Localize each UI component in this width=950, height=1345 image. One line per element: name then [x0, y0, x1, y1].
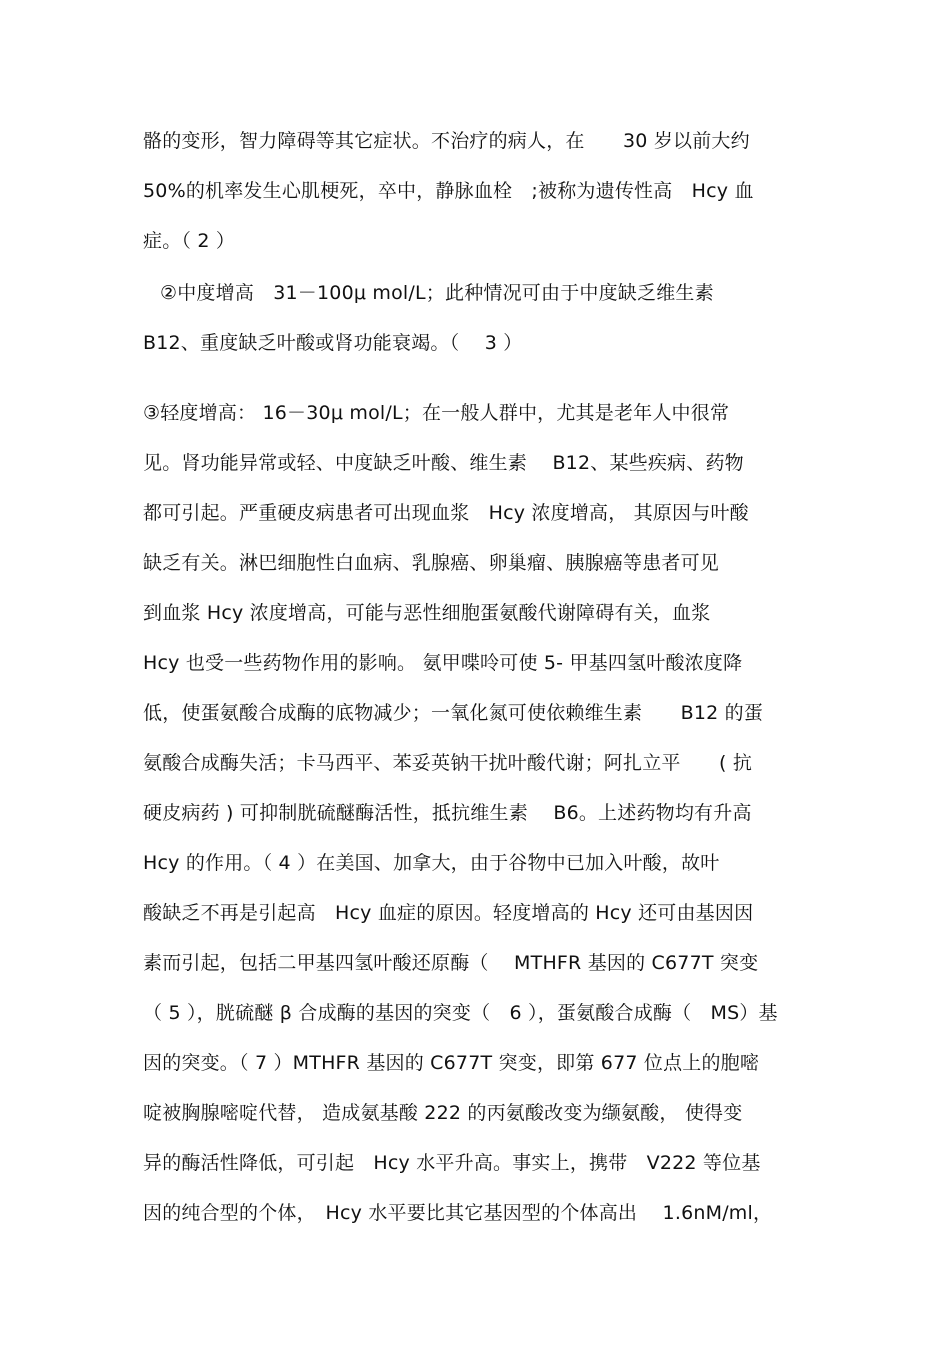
- text-line-21: 异的酶活性降低，可引起 Hcy 水平升高。事实上，携带 V222 等位基: [143, 1152, 761, 1174]
- text-line-5: B12、重度缺乏叶酸或肾功能衰竭。（ 3 ）: [143, 332, 523, 354]
- text-line-9: 缺乏有关。淋巴细胞性白血病、乳腺癌、卵巢瘤、胰腺癌等患者可见: [143, 552, 720, 574]
- text-line-19: 因的突变。（ 7 ）MTHFR 基因的 C677T 突变，即第 677 位点上的胞嘧: [143, 1052, 760, 1074]
- text-line-13: 氨酸合成酶失活；卡马西平、苯妥英钠干扰叶酸代谢；阿扎立平 ( 抗: [143, 752, 753, 774]
- text-line-17: 素而引起，包括二甲基四氢叶酸还原酶（ MTHFR 基因的 C677T 突变: [143, 952, 759, 974]
- text-line-12: 低，使蛋氨酸合成酶的底物减少；一氧化氮可使依赖维生素 B12 的蛋: [143, 702, 764, 724]
- text-line-2: 50%的机率发生心肌梗死，卒中，静脉血栓 ;被称为遗传性高 Hcy 血: [143, 180, 754, 202]
- text-line-4: ②中度增高 31－100μ mol/L；此种情况可由于中度缺乏维生素: [160, 282, 714, 304]
- text-line-14: 硬皮病药 ) 可抑制胱硫醚酶活性，抵抗维生素 B6。上述药物均有升高: [143, 802, 752, 824]
- text-line-15: Hcy 的作用。（ 4 ）在美国、加拿大，由于谷物中已加入叶酸，故叶: [143, 852, 720, 874]
- text-line-22: 因的纯合型的个体， Hcy 水平要比其它基因型的个体高出 1.6nM/ml，: [143, 1202, 773, 1224]
- text-line-7: 见。肾功能异常或轻、中度缺乏叶酸、维生素 B12、某些疾病、药物: [143, 452, 744, 474]
- text-line-1: 骼的变形，智力障碍等其它症状。不治疗的病人，在 30 岁以前大约: [143, 130, 750, 152]
- text-line-11: Hcy 也受一些药物作用的影响。 氨甲喋呤可使 5- 甲基四氢叶酸浓度降: [143, 652, 743, 674]
- text-line-16: 酸缺乏不再是引起高 Hcy 血症的原因。轻度增高的 Hcy 还可由基因因: [143, 902, 754, 924]
- text-line-10: 到血浆 Hcy 浓度增高，可能与恶性细胞蛋氨酸代谢障碍有关，血浆: [143, 602, 711, 624]
- text-line-8: 都可引起。严重硬皮病患者可出现血浆 Hcy 浓度增高， 其原因与叶酸: [143, 502, 749, 524]
- text-line-20: 啶被胸腺嘧啶代替， 造成氨基酸 222 的丙氨酸改变为缬氨酸， 使得变: [143, 1102, 743, 1124]
- text-line-6: ③轻度增高： 16－30μ mol/L；在一般人群中，尤其是老年人中很常: [143, 402, 730, 424]
- text-line-18: （ 5 ），胱硫醚 β 合成酶的基因的突变（ 6 ），蛋氨酸合成酶（ MS）基: [143, 1002, 778, 1024]
- text-line-3: 症。（ 2 ）: [143, 230, 236, 252]
